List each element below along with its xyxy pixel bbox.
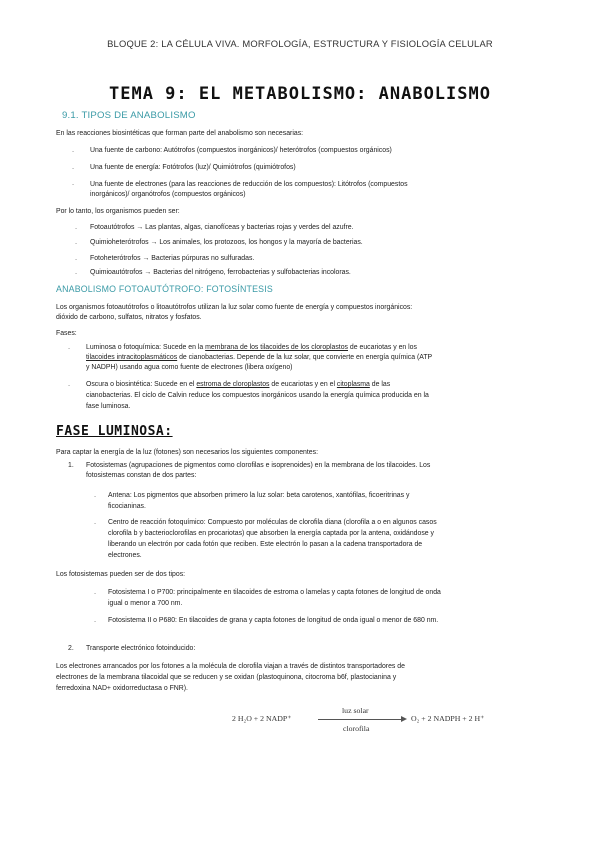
fase-luminosa-line-1 [86,343,544,353]
electrones-line-3: ferredoxina NAD+ oxidorreductasa o FNR). [56,685,188,692]
item-1-line-2: fotosistemas constan de dos partes: [86,472,197,479]
fases-label: Fases: [56,330,77,337]
ps1-line-2: igual o menor a 700 nm. [108,600,183,607]
bullet-marker: · [94,493,97,501]
item-1-number: 1. [68,462,74,469]
tipos-label: Los fotosistemas pueden ser de dos tipos: [56,571,186,578]
antena-line-1: Antena: Los pigmentos que absorben primero la luz solar: beta carotenos, xantófilas, ficoeritrinas y [108,492,410,499]
need-energy: Una fuente de energía: Fotótrofos (luz)/ Quimiótrofos (quimiótrofos) [90,164,296,171]
bullet-marker: · [75,240,78,248]
fotosintesis-intro-1: Los organismos fotoautótrofos o litoautótrofos utilizan la luz solar como fuente de energía y compuestos inorgánicos: [56,304,413,311]
electrones-line-1: Los electrones arrancados por los fotones a la molécula de clorofila viajan a través de distintos transportadores de [56,663,405,670]
fase-oscura-text-b: de eucariotas y en el [269,381,337,388]
intro-text: En las reacciones biosintéticas que forman parte del anabolismo son necesarias: [56,130,304,137]
fase-luminosa-text-c: de cianobacterias. Depende de la luz solar, que convierte en energía química (ATP [177,354,433,361]
fase-oscura-underline-1: estroma de cloroplastos [196,381,270,388]
page-title: TEMA 9: EL METABOLISMO: ANABOLISMO [109,84,491,104]
section-heading-fotosintesis: ANABOLISMO FOTOAUTÓTROFO: FOTOSÍNTESIS [56,284,273,294]
ps2-text: Fotosistema II o P680: En tilacoides de grana y capta fotones de longitud de onda igual o menor de 680 nm. [108,617,439,624]
equation-condition-top: luz solar [342,706,369,715]
centro-line-3: liberando un electrón por cada fotón que reciben. Este electrón lo pasan a la cadena transportadora de [108,541,423,548]
fase-oscura-text-c: de las [369,381,391,388]
fase-luminosa-heading: FASE LUMINOSA: [56,424,173,439]
equation-arrow-head [401,716,407,722]
fase-oscura-underline-2: citoplasma [336,381,370,388]
equation-products: O₂ + 2 NADPH + 2 H⁺ [411,714,485,723]
captar-text: Para captar la energía de la luz (fotones) son necesarios los siguientes componentes: [56,449,318,456]
organism-quimioheterotrofos: Quimioheterótrofos → Los animales, los protozoos, los hongos y la mayoría de bacterias. [90,239,363,246]
fotosintesis-intro-2: dióxido de carbono, sulfatos, nitratos y fosfatos. [56,314,202,321]
organism-fotoheterotrofos: Fotoheterótrofos → Bacterias púrpuras no sulfuradas. [90,255,255,262]
fase-oscura-line-1 [86,380,544,390]
page-header: BLOQUE 2: LA CÉLULA VIVA. MORFOLOGÍA, ESTRUCTURA Y FISIOLOGÍA CELULAR [107,38,493,49]
fase-luminosa-underline-2: tilacoides intracitoplasmáticos [86,354,178,361]
centro-line-2: clorofila b y bacterioclorofilas en procariotas) que absorben la energía captada por la antena, oxidándose y [108,530,434,537]
need-electrons-cont: inorgánicos)/ organótrofos (compuestos orgánicos) [90,191,246,198]
need-electrons: Una fuente de electrones (para las reacciones de reducción de los compuestos): Litótrofos (compuestos [90,181,408,188]
bullet-marker: · [75,270,78,278]
section-heading-tipos: 9.1. TIPOS DE ANABOLISMO [62,110,196,121]
bullet-marker: · [75,225,78,233]
item-1-line-1: Fotosistemas (agrupaciones de pigmentos como clorofilas e isoprenoides) en la membrana de los tilacoides. Los [86,462,431,469]
fase-luminosa-underline-1: membrana de los tilacoides de los cloroplastos [205,344,349,351]
ps1-line-1: Fotosistema I o P700: principalmente en tilacoides de estroma o lamelas y capta fotones de longitud de onda [108,589,441,596]
bullet-marker: · [94,590,97,598]
equation-condition-bottom: clorofila [343,724,370,733]
fase-luminosa-line-2 [86,353,432,363]
bullet-marker: · [94,618,97,626]
fase-oscura-line-3: fase luminosa. [86,403,131,410]
bullet-marker: · [68,382,71,390]
centro-line-1: Centro de reacción fotoquímico: Compuesto por moléculas de clorofila diana (clorofila a o en algunos casos [108,519,437,526]
centro-line-4: electrones. [108,552,142,559]
fase-luminosa-text-a: Luminosa o fotoquímica: Sucede en la [86,344,206,351]
need-carbon: Una fuente de carbono: Autótrofos (compuestos inorgánicos)/ heterótrofos (compuestos orgánicos) [90,147,392,154]
item-2-number: 2. [68,645,74,652]
bullet-marker: · [72,181,75,189]
bullet-marker: · [72,165,75,173]
item-2-text: Transporte electrónico fotoinducido: [86,645,196,652]
equation-arrow-shaft [318,719,404,720]
bullet-marker: · [94,520,97,528]
porlotanto-text: Por lo tanto, los organismos pueden ser: [56,208,180,215]
fase-oscura-line-2: cianobacterias. El ciclo de Calvin reduce los compuestos inorgánicos usando la energía química producida en la [86,392,429,399]
organism-fotoautotrofos: Fotoautótrofos → Las plantas, algas, cianofíceas y bacterias rojas y verdes del azufre. [90,224,354,231]
bullet-marker: · [68,345,71,353]
fase-oscura-text-a: Oscura o biosintética: Sucede en el [86,381,197,388]
fase-luminosa-text-b: de eucariotas y en los [348,344,417,351]
organism-quimioautotrofos: Quimioautótrofos → Bacterias del nitrógeno, ferrobacterias y sulfobacterias incoloras. [90,269,351,276]
antena-line-2: ficocianinas. [108,503,146,510]
bullet-marker: · [72,148,75,156]
equation-reactants: 2 H₂O + 2 NADP⁺ [232,714,292,723]
electrones-line-2: electrones de la membrana tilacoidal que se reducen y se oxidan (plastoquinona, citocroma b6f, plastocianina y [56,674,397,681]
bullet-marker: · [75,256,78,264]
fase-luminosa-line-3: y NADPH) usando agua como fuente de electrones (libera oxígeno) [86,364,293,371]
